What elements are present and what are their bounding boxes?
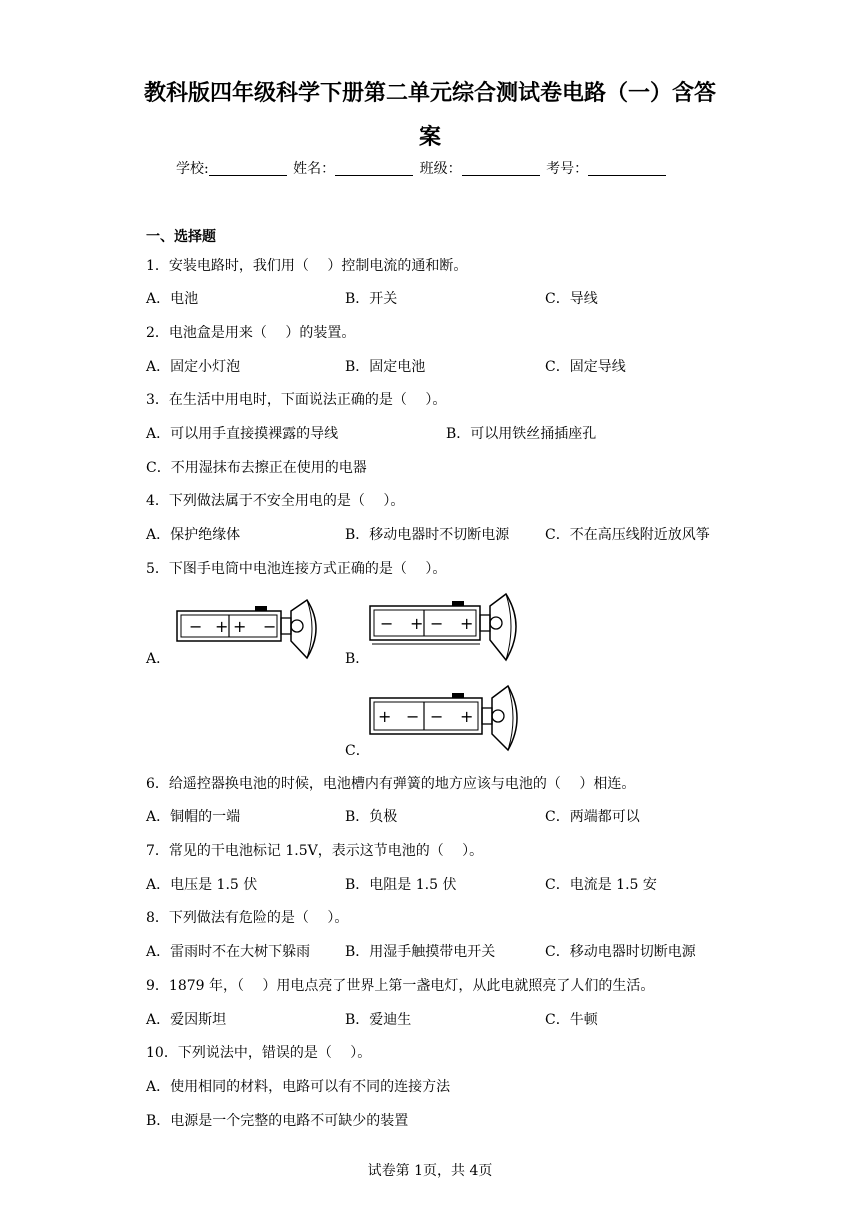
flashlight-c-image bbox=[368, 684, 524, 754]
q8-option-b[interactable]: B．用湿手触摸带电开关 bbox=[345, 944, 496, 960]
q10-option-b[interactable]: B．电源是一个完整的电路不可缺少的装置 bbox=[146, 1113, 409, 1129]
q6-option-a[interactable]: A．铜帽的一端 bbox=[146, 809, 241, 825]
q5-option-c[interactable]: C． bbox=[345, 743, 370, 759]
flashlight-c-sign-3: − bbox=[430, 707, 444, 726]
question-2: 2．电池盒是用来（ ）的装置。 bbox=[146, 325, 356, 341]
q1-option-b[interactable]: B．开关 bbox=[345, 291, 398, 307]
name-blank[interactable] bbox=[335, 161, 413, 176]
q6-option-b[interactable]: B．负极 bbox=[345, 809, 398, 825]
q4-option-b[interactable]: B．移动电器时不切断电源 bbox=[345, 527, 510, 543]
q5-option-a[interactable]: A． bbox=[146, 651, 171, 667]
exam-no-blank[interactable] bbox=[588, 161, 666, 176]
q2-option-b[interactable]: B．固定电池 bbox=[345, 359, 426, 375]
student-info-row bbox=[176, 158, 668, 178]
q2-option-c[interactable]: C．固定导线 bbox=[545, 359, 626, 375]
q6-option-c[interactable]: C．两端都可以 bbox=[545, 809, 640, 825]
question-1: 1．安装电路时，我们用（ ）控制电流的通和断。 bbox=[146, 258, 468, 274]
flashlight-a-sign-3: + bbox=[233, 617, 247, 636]
flashlight-b-sign-1: − bbox=[380, 614, 394, 633]
q3-option-b[interactable]: B．可以用铁丝捅插座孔 bbox=[446, 426, 597, 442]
q2-option-a[interactable]: A．固定小灯泡 bbox=[146, 359, 241, 375]
q9-option-b[interactable]: B．爱迪生 bbox=[345, 1012, 412, 1028]
question-7: 7．常见的干电池标记 1.5V，表示这节电池的（ ）。 bbox=[146, 843, 484, 859]
school-label: 学校: bbox=[176, 161, 209, 177]
q7-option-b[interactable]: B．电阻是 1.5 伏 bbox=[345, 877, 457, 893]
class-label: 班级： bbox=[419, 161, 462, 177]
q8-option-c[interactable]: C．移动电器时切断电源 bbox=[545, 944, 696, 960]
flashlight-a-sign-1: − bbox=[189, 617, 203, 636]
question-5: 5．下图手电筒中电池连接方式正确的是（ ）。 bbox=[146, 561, 447, 577]
question-4: 4．下列做法属于不安全用电的是（ ）。 bbox=[146, 493, 405, 509]
page-title: 教科版四年级科学下册第二单元综合测试卷电路（一）含答 bbox=[143, 81, 716, 106]
question-9: 9．1879 年，（ ）用电点亮了世界上第一盏电灯，从此电就照亮了人们的生活。 bbox=[146, 978, 655, 994]
flashlight-c-sign-2: − bbox=[406, 707, 420, 726]
q9-option-a[interactable]: A．爱因斯坦 bbox=[146, 1012, 227, 1028]
section-heading: 一、选择题 bbox=[146, 229, 216, 245]
question-3: 3．在生活中用电时，下面说法正确的是（ ）。 bbox=[146, 392, 447, 408]
page-footer: 试卷第 1页，共 4页 bbox=[367, 1163, 493, 1179]
flashlight-a-image bbox=[175, 598, 325, 662]
question-10: 10．下列说法中，错误的是（ ）。 bbox=[146, 1045, 372, 1061]
q7-option-a[interactable]: A．电压是 1.5 伏 bbox=[146, 877, 258, 893]
q1-option-a[interactable]: A．电池 bbox=[146, 291, 199, 307]
q4-option-a[interactable]: A．保护绝缘体 bbox=[146, 527, 241, 543]
q4-option-c[interactable]: C．不在高压线附近放风筝 bbox=[545, 527, 710, 543]
flashlight-c-sign-1: + bbox=[378, 707, 392, 726]
flashlight-b-sign-3: − bbox=[430, 614, 444, 633]
q3-option-c[interactable]: C．不用湿抹布去擦正在使用的电器 bbox=[146, 460, 367, 476]
flashlight-b-sign-4: + bbox=[460, 614, 474, 633]
q5-option-b[interactable]: B． bbox=[345, 651, 370, 667]
flashlight-c-sign-4: + bbox=[460, 707, 474, 726]
q9-option-c[interactable]: C．牛顿 bbox=[545, 1012, 598, 1028]
flashlight-a-sign-2: + bbox=[215, 617, 229, 636]
q7-option-c[interactable]: C．电流是 1.5 安 bbox=[545, 877, 657, 893]
q1-option-c[interactable]: C．导线 bbox=[545, 291, 598, 307]
q3-option-a[interactable]: A．可以用手直接摸裸露的导线 bbox=[146, 426, 339, 442]
name-label: 姓名： bbox=[293, 161, 336, 177]
flashlight-b-sign-2: + bbox=[410, 614, 424, 633]
page-title-continued: 案 bbox=[418, 125, 441, 150]
exam-no-label: 考号： bbox=[546, 161, 589, 177]
school-blank[interactable] bbox=[209, 161, 287, 176]
question-6: 6．给遥控器换电池的时候，电池槽内有弹簧的地方应该与电池的（ ）相连。 bbox=[146, 776, 636, 792]
class-blank[interactable] bbox=[462, 161, 540, 176]
flashlight-b-image bbox=[368, 592, 524, 664]
q8-option-a[interactable]: A．雷雨时不在大树下躲雨 bbox=[146, 944, 311, 960]
q10-option-a[interactable]: A．使用相同的材料，电路可以有不同的连接方法 bbox=[146, 1079, 451, 1095]
flashlight-a-sign-4: − bbox=[263, 617, 277, 636]
question-8: 8．下列做法有危险的是（ ）。 bbox=[146, 910, 349, 926]
